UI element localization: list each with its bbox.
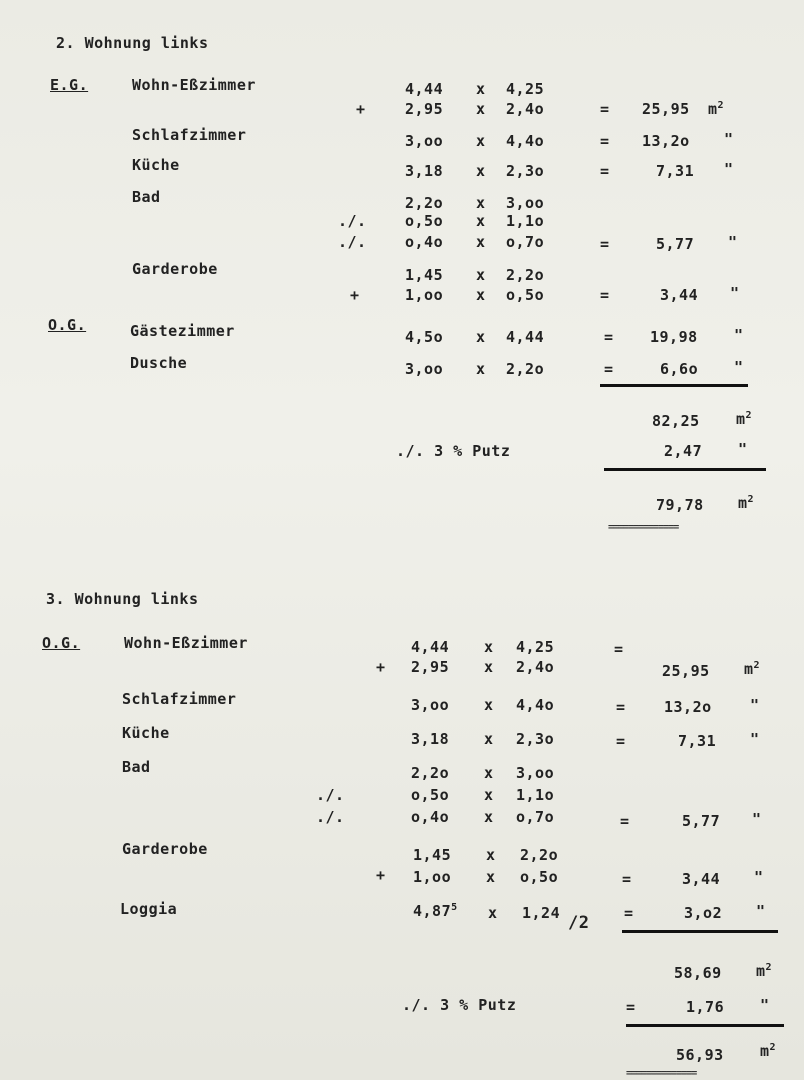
s1-putz-ditto: " (738, 440, 748, 458)
s1-garderobe-eq: = (600, 286, 610, 304)
s2-total-val: 56,93 (676, 1046, 724, 1064)
s2-kuche-a: 3,18 (411, 730, 450, 748)
s2-subtotal-rule (622, 930, 778, 933)
s1-garderobe-x2: x (476, 286, 486, 304)
s1-total-val: 79,78 (656, 496, 704, 514)
s1-gaeste-a: 4,5o (405, 328, 444, 346)
s2-kuche-b: 2,3o (516, 730, 555, 748)
s1-kuche-eq: = (600, 162, 610, 180)
s1-garderobe-a1: 1,45 (405, 266, 444, 284)
s2-putz-label: ./. 3 % Putz (402, 996, 517, 1014)
s2-schlaf-eq: = (616, 698, 626, 716)
s2-garderobe-eq: = (622, 870, 632, 888)
s1-wohn-val: 25,95 (642, 100, 690, 118)
s2-garderobe-val: 3,44 (682, 870, 721, 888)
s1-bad-b2: 1,1o (506, 212, 545, 230)
s1-wohn-unit: $m^2$ (708, 100, 725, 118)
s2-bad-x1: x (484, 764, 494, 782)
s1-subtotal-unit: $m^2$ (736, 410, 753, 428)
s2-bad-x3: x (484, 808, 494, 826)
s2-garderobe-a2: 1,oo (413, 868, 452, 886)
s2-loggia-a: 4,87$^5$ (413, 902, 458, 920)
s2-double-rule: ============== (626, 1068, 697, 1079)
s2-kuche-x: x (484, 730, 494, 748)
s1-wohn-a2: 2,95 (405, 100, 444, 118)
s2-bad-ditto: " (752, 810, 762, 828)
s1-gaeste-b: 4,44 (506, 328, 545, 346)
section1-eg-label: E.G. (50, 76, 89, 94)
s2-schlaf-val: 13,2o (664, 698, 712, 716)
s1-garderobe-ditto: " (730, 284, 740, 302)
s1-putz-label: ./. 3 % Putz (396, 442, 511, 460)
s2-kuche-val: 7,31 (678, 732, 717, 750)
s1-total-unit: $m^2$ (738, 494, 755, 512)
s2-bad-op2: ./. (316, 786, 345, 804)
section1-og-label: O.G. (48, 316, 87, 334)
s2-garderobe-op2: + (376, 866, 386, 884)
s2-loggia-eq: = (624, 904, 634, 922)
s2-bad-b2: 1,1o (516, 786, 555, 804)
s1-kuche-a: 3,18 (405, 162, 444, 180)
s2-wohn-a2: 2,95 (411, 658, 450, 676)
s2-schlaf-a: 3,oo (411, 696, 450, 714)
s1-kuche-label: Küche (132, 156, 180, 174)
s2-wohn-b2: 2,4o (516, 658, 555, 676)
s1-dusche-label: Dusche (130, 354, 188, 372)
s1-wohn-x2: x (476, 100, 486, 118)
s1-kuche-x: x (476, 162, 486, 180)
s2-kuche-eq: = (616, 732, 626, 750)
s2-schlaf-ditto: " (750, 696, 760, 714)
s1-bad-val: 5,77 (656, 235, 695, 253)
s1-dusche-x: x (476, 360, 486, 378)
s1-dusche-b: 2,2o (506, 360, 545, 378)
s1-bad-b1: 3,oo (506, 194, 545, 212)
s1-garderobe-b2: o,5o (506, 286, 545, 304)
s1-gaeste-val: 19,98 (650, 328, 698, 346)
s2-bad-a1: 2,2o (411, 764, 450, 782)
s1-wohn-eq: = (600, 100, 610, 118)
s2-wohn-label: Wohn-Eßzimmer (124, 634, 248, 652)
s1-garderobe-label: Garderobe (132, 260, 218, 278)
s1-gaeste-ditto: " (734, 326, 744, 344)
s1-bad-op3: ./. (338, 233, 367, 251)
s1-wohn-b1: 4,25 (506, 80, 545, 98)
s1-schlaf-val: 13,2o (642, 132, 690, 150)
s2-wohn-x2: x (484, 658, 494, 676)
s1-schlaf-b: 4,4o (506, 132, 545, 150)
s1-dusche-eq: = (604, 360, 614, 378)
s2-wohn-unit: $m^2$ (744, 660, 761, 678)
s1-kuche-b: 2,3o (506, 162, 545, 180)
section2-og-label: O.G. (42, 634, 81, 652)
s1-gaeste-x: x (476, 328, 486, 346)
s1-schlaf-label: Schlafzimmer (132, 126, 247, 144)
s1-schlaf-eq: = (600, 132, 610, 150)
s2-bad-a2: o,5o (411, 786, 450, 804)
s1-bad-a3: o,4o (405, 233, 444, 251)
s2-loggia-x: x (488, 904, 498, 922)
s1-schlaf-a: 3,oo (405, 132, 444, 150)
s1-bad-x1: x (476, 194, 486, 212)
s1-bad-x3: x (476, 233, 486, 251)
s2-putz-ditto: " (760, 996, 770, 1014)
s1-garderobe-b1: 2,2o (506, 266, 545, 284)
s2-schlaf-b: 4,4o (516, 696, 555, 714)
s2-schlaf-x: x (484, 696, 494, 714)
s2-wohn-op2: + (376, 658, 386, 676)
s1-subtotal-val: 82,25 (652, 412, 700, 430)
s1-schlaf-ditto: " (724, 130, 734, 148)
s1-gaeste-eq: = (604, 328, 614, 346)
s2-bad-a3: o,4o (411, 808, 450, 826)
s1-wohn-a1: 4,44 (405, 80, 444, 98)
s2-wohn-a1: 4,44 (411, 638, 450, 656)
s1-kuche-ditto: " (724, 160, 734, 178)
s1-bad-a2: o,5o (405, 212, 444, 230)
s2-bad-b3: o,7o (516, 808, 555, 826)
s1-double-rule: ============== (608, 522, 679, 533)
s2-loggia-val: 3,o2 (684, 904, 723, 922)
s2-garderobe-b2: o,5o (520, 868, 559, 886)
s2-loggia-b: 1,24 (522, 904, 561, 922)
s2-bad-op3: ./. (316, 808, 345, 826)
s2-loggia-label: Loggia (120, 900, 178, 918)
s2-loggia-b-div: /2 (568, 913, 590, 933)
s2-garderobe-x1: x (486, 846, 496, 864)
section1-title: 2. Wohnung links (56, 34, 209, 52)
s2-loggia-ditto: " (756, 902, 766, 920)
s2-wohn-b1: 4,25 (516, 638, 555, 656)
s2-bad-val: 5,77 (682, 812, 721, 830)
s1-kuche-val: 7,31 (656, 162, 695, 180)
s1-schlaf-x: x (476, 132, 486, 150)
s1-dusche-ditto: " (734, 358, 744, 376)
s1-garderobe-x1: x (476, 266, 486, 284)
s2-subtotal-val: 58,69 (674, 964, 722, 982)
s2-garderobe-ditto: " (754, 868, 764, 886)
s1-bad-b3: o,7o (506, 233, 545, 251)
s2-putz-val: 1,76 (686, 998, 725, 1016)
s1-putz-val: 2,47 (664, 442, 703, 460)
s1-bad-eq: = (600, 235, 610, 253)
s2-bad-label: Bad (122, 758, 151, 776)
s2-bad-eq: = (620, 812, 630, 830)
s1-bad-a1: 2,2o (405, 194, 444, 212)
s1-bad-x2: x (476, 212, 486, 230)
s2-subtotal-unit: $m^2$ (756, 962, 773, 980)
s1-dusche-val: 6,6o (660, 360, 699, 378)
s2-putz-eq: = (626, 998, 636, 1016)
s1-garderobe-val: 3,44 (660, 286, 699, 304)
s2-total-unit: $m^2$ (760, 1042, 777, 1060)
s2-schlaf-label: Schlafzimmer (122, 690, 237, 708)
s1-gaeste-label: Gästezimmer (130, 322, 235, 340)
s2-garderobe-label: Garderobe (122, 840, 208, 858)
s1-bad-label: Bad (132, 188, 161, 206)
s1-total-rule (604, 468, 766, 471)
s2-garderobe-x2: x (486, 868, 496, 886)
s1-garderobe-op2: + (350, 286, 360, 304)
s1-bad-ditto: " (728, 233, 738, 251)
s1-wohn-b2: 2,4o (506, 100, 545, 118)
s1-dusche-a: 3,oo (405, 360, 444, 378)
s2-bad-b1: 3,oo (516, 764, 555, 782)
s2-kuche-label: Küche (122, 724, 170, 742)
s1-bad-op2: ./. (338, 212, 367, 230)
s2-bad-x2: x (484, 786, 494, 804)
s2-garderobe-a1: 1,45 (413, 846, 452, 864)
s1-wohn-op2: + (356, 100, 366, 118)
s2-total-rule (626, 1024, 784, 1027)
s2-wohn-val: 25,95 (662, 662, 710, 680)
s1-wohn-label: Wohn-Eßzimmer (132, 76, 256, 94)
s1-wohn-x1: x (476, 80, 486, 98)
s2-kuche-ditto: " (750, 730, 760, 748)
s2-wohn-x1: x (484, 638, 494, 656)
s1-subtotal-rule (600, 384, 748, 387)
s2-garderobe-b1: 2,2o (520, 846, 559, 864)
s1-garderobe-a2: 1,oo (405, 286, 444, 304)
s2-wohn-eq1: = (614, 640, 624, 658)
section2-title: 3. Wohnung links (46, 590, 199, 608)
